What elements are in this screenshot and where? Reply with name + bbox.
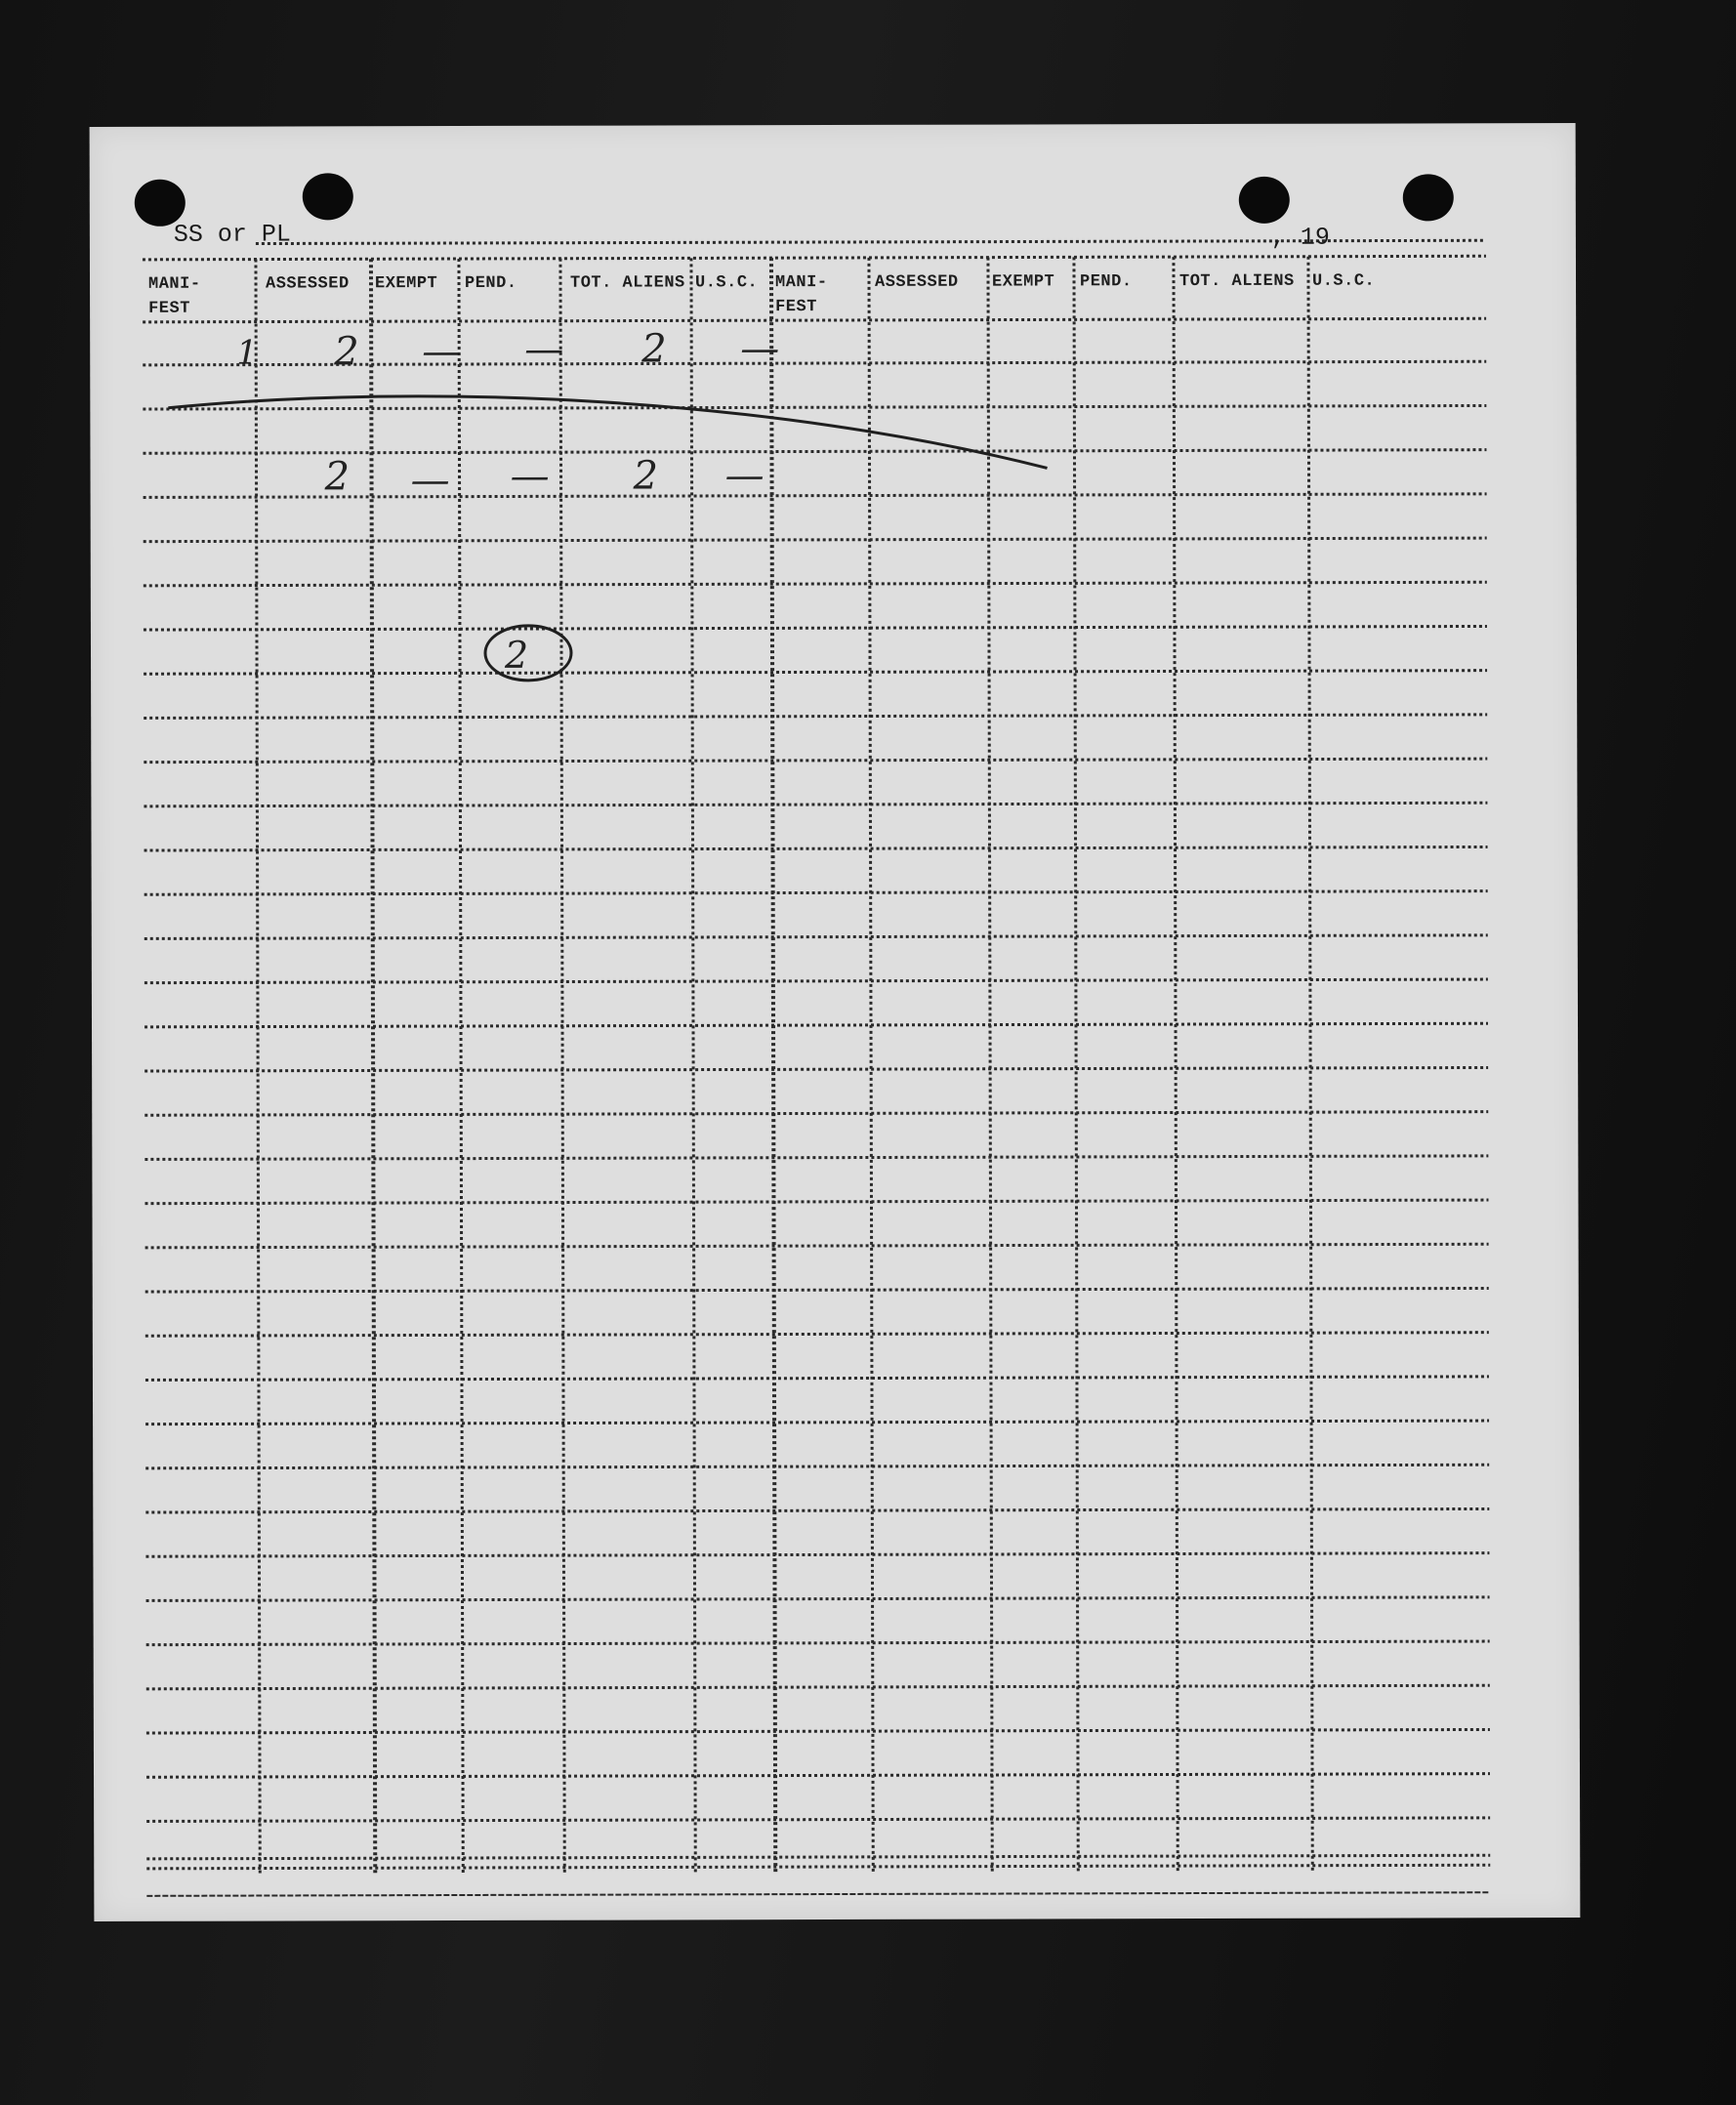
row-rule: [145, 891, 1488, 895]
entry-assessed: 2: [334, 329, 359, 375]
row-rule: [145, 1023, 1488, 1027]
column-header-line1: TOT. ALIENS: [1178, 271, 1295, 292]
row-rule: [143, 405, 1486, 409]
column-header: [1080, 272, 1133, 291]
entry-exempt: —: [422, 328, 462, 375]
column-header: [695, 273, 758, 292]
column-rule: [691, 258, 695, 1873]
column-header-line1: ASSESSED: [265, 274, 350, 294]
column-header: [465, 274, 517, 293]
year-label: , 19: [1270, 223, 1330, 252]
entry-manifest: 1: [236, 333, 258, 373]
column-header-line1: PEND.: [1079, 272, 1133, 292]
column-rule: [371, 259, 375, 1874]
total-tot-aliens: 2: [633, 453, 659, 499]
column-header: [775, 273, 828, 316]
entry-pend: —: [524, 326, 564, 372]
column-rule: [869, 258, 873, 1873]
row-rule: [145, 1421, 1489, 1424]
column-header-line1: MANI-: [774, 273, 828, 293]
footer-rule-2: [146, 1865, 1490, 1869]
row-rule: [145, 1112, 1488, 1116]
column-header-line2: FEST: [148, 299, 190, 318]
column-header: [266, 274, 350, 293]
column-header: [875, 273, 959, 292]
row-rule: [144, 626, 1487, 630]
entry-tot-aliens: 2: [641, 326, 667, 372]
form-grid: [90, 123, 1581, 1921]
row-rule: [145, 1465, 1489, 1468]
row-rule: [144, 671, 1487, 675]
column-rule: [1074, 257, 1078, 1872]
strike-through-mark: [168, 394, 1047, 471]
total-usc: —: [724, 453, 765, 499]
column-rule: [1308, 257, 1312, 1872]
column-header: [375, 274, 437, 293]
header-top-rule: [143, 256, 1486, 260]
row-rule: [144, 715, 1487, 719]
column-header-line2: FEST: [775, 298, 817, 317]
row-rule: [145, 979, 1488, 983]
form-sheet: [90, 123, 1581, 1921]
total-assessed: 2: [324, 454, 351, 500]
column-rule: [459, 259, 463, 1874]
row-rule: [144, 538, 1487, 542]
row-rule: [146, 1774, 1490, 1778]
column-header-line1: MANI-: [147, 274, 201, 294]
total-pend: —: [510, 453, 550, 499]
column-header: [992, 272, 1054, 291]
row-rule: [145, 1508, 1489, 1512]
row-rule: [144, 582, 1487, 586]
row-rule: [145, 1067, 1488, 1071]
row-rule: [145, 1333, 1489, 1337]
column-rule: [988, 258, 992, 1873]
column-header: [570, 273, 685, 292]
circled-total: 2: [504, 633, 529, 677]
column-header: [1179, 272, 1295, 291]
row-rule: [144, 759, 1487, 763]
row-rule: [145, 935, 1488, 939]
vessel-label: SS or PL: [173, 220, 291, 249]
row-rule: [145, 1377, 1489, 1381]
row-rule: [143, 450, 1486, 454]
entry-usc: —: [740, 326, 780, 372]
footer-rule-3: [146, 1892, 1490, 1896]
column-rule: [560, 259, 564, 1874]
row-rule: [146, 1597, 1490, 1601]
column-header-line1: ASSESSED: [874, 272, 959, 292]
column-header-line1: EXEMPT: [991, 272, 1055, 292]
row-rule: [145, 1244, 1489, 1248]
column-header-line1: EXEMPT: [374, 274, 438, 294]
row-rule: [145, 1288, 1489, 1292]
total-exempt: —: [410, 458, 450, 504]
row-rule: [146, 1685, 1490, 1689]
column-header-line1: TOT. ALIENS: [569, 273, 685, 293]
row-rule: [145, 1553, 1489, 1557]
row-rule: [145, 1156, 1488, 1160]
column-header-line1: U.S.C.: [1311, 271, 1376, 291]
row-rule: [145, 1200, 1488, 1204]
column-rule: [771, 258, 775, 1873]
column-rule: [256, 260, 260, 1875]
header-bottom-rule: [143, 318, 1486, 322]
column-header: [148, 275, 201, 318]
column-header-line1: PEND.: [464, 273, 517, 293]
column-rule: [1174, 257, 1178, 1872]
column-header: [1312, 272, 1375, 291]
row-rule: [144, 803, 1487, 806]
row-rule: [146, 1818, 1490, 1822]
column-header-line1: U.S.C.: [694, 273, 759, 293]
row-rule: [145, 846, 1488, 850]
footer-rule-1: [146, 1855, 1490, 1859]
row-rule: [146, 1641, 1490, 1645]
row-rule: [146, 1729, 1490, 1733]
